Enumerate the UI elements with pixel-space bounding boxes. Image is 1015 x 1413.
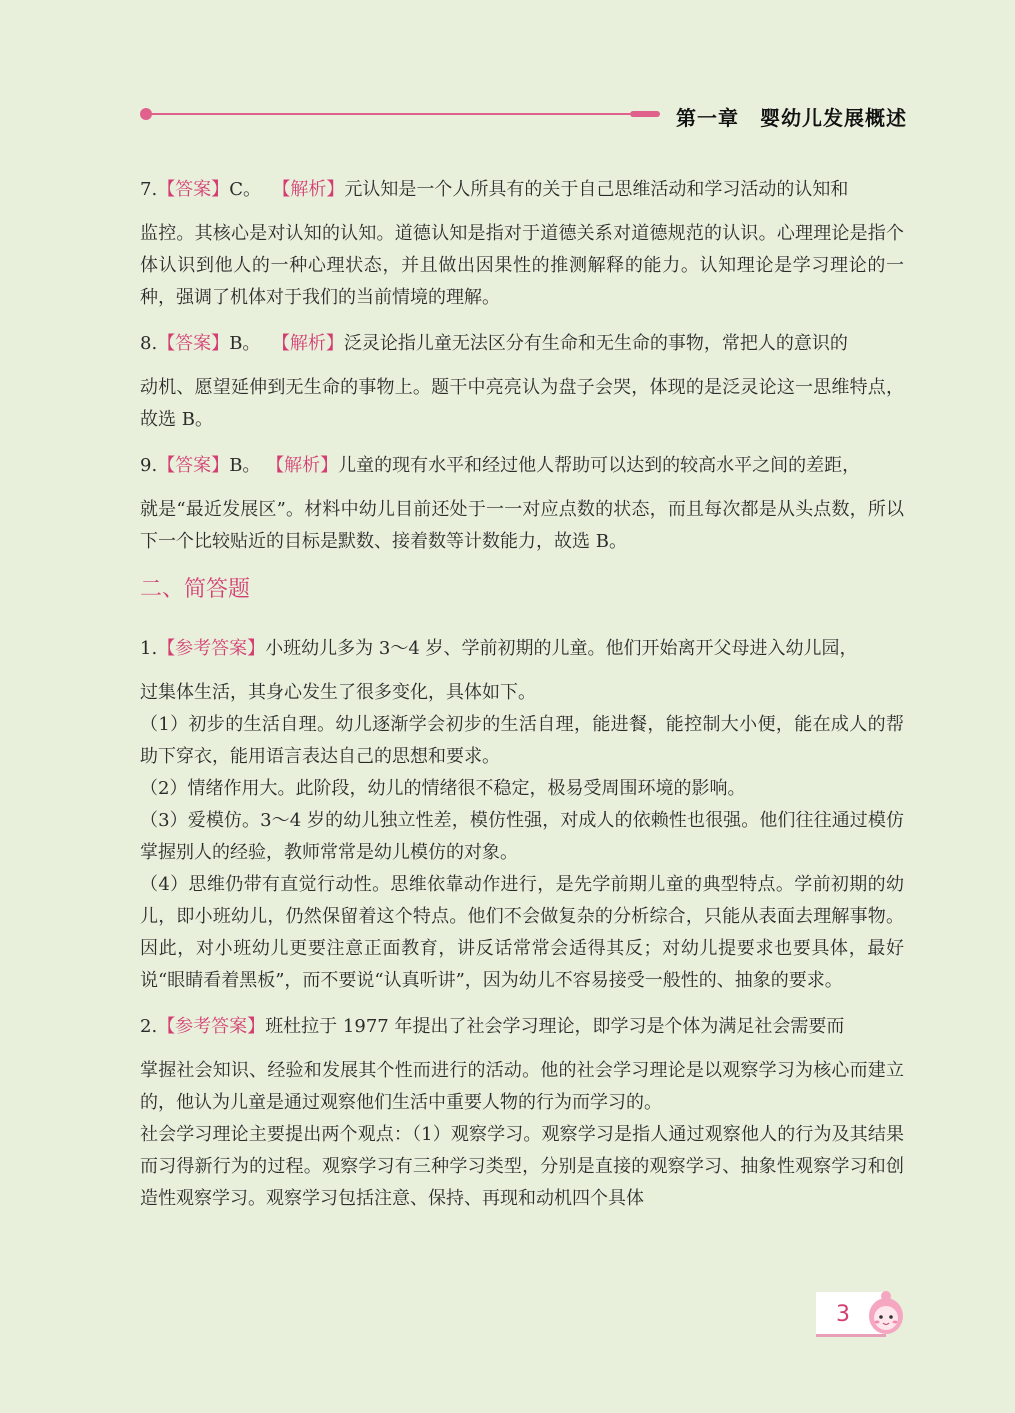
- analysis-first-line: 元认知是一个人所具有的关于自己思维活动和学习活动的认知和: [344, 179, 849, 200]
- answer-point: （2）情绪作用大。此阶段，幼儿的情绪很不稳定，极易受周围环境的影响。: [140, 778, 746, 799]
- answer-item-8: [140, 328, 904, 436]
- answer-value: B。: [229, 455, 261, 476]
- page-header: [0, 0, 1015, 150]
- answer-first-line: [140, 174, 904, 206]
- analysis-text: 动机、愿望延伸到无生命的事物上。题干中亮亮认为盘子会哭，体现的是泛灵论这一思维特点，故选 B。: [140, 377, 904, 430]
- item-number: 7.: [140, 179, 158, 200]
- header-rule: [146, 113, 630, 115]
- analysis-text: 就是“最近发展区”。材料中幼儿目前还处于一一对应点数的状态，而且每次都是从头点数，所以下一个比较贴近的目标是默数、接着数等计数能力，故选 B。: [140, 499, 904, 552]
- header-accent-bar: [630, 111, 660, 117]
- section-title: 二、简答题: [140, 577, 251, 602]
- short-answer-1: [140, 633, 904, 997]
- mascot-icon: [866, 1288, 906, 1336]
- analysis-tag: 【解析】: [272, 179, 345, 200]
- item-number: 8.: [140, 333, 158, 354]
- chapter-title: 第一章 婴幼儿发展概述: [676, 106, 907, 130]
- analysis-tag: 【解析】: [271, 333, 344, 354]
- answer-line: 过集体生活，其身心发生了很多变化，具体如下。: [140, 682, 536, 703]
- answer-first-line: 班杜拉于 1977 年提出了社会学习理论，即学习是个体为满足社会需要而: [265, 1016, 845, 1037]
- analysis-first-line: 儿童的现有水平和经过他人帮助可以达到的较高水平之间的差距，: [338, 455, 861, 476]
- answer-point: （1）初步的生活自理。幼儿逐渐学会初步的生活自理，能进餐，能控制大小便，能在成人的帮助下穿衣，能用语言表达自己的思想和要求。: [140, 714, 904, 767]
- answer-first-line: 小班幼儿多为 3～4 岁、学前初期的儿童。他们开始离开父母进入幼儿园，: [265, 638, 858, 659]
- answer-tag: 【答案】: [157, 455, 230, 476]
- analysis-text: 监控。其核心是对认知的认知。道德认知是指对于道德关系对道德规范的认识。心理理论是指个体认识到他人的一种心理状态，并且做出因果性的推测解释的能力。认知理论是学习理论的一种，强调了机体对于我们的当前情境的理解。: [140, 223, 904, 308]
- answer-first-line: [140, 450, 904, 482]
- item-number: 1.: [140, 638, 158, 659]
- page-number: 3: [836, 1302, 850, 1327]
- answer-first-line: [140, 328, 904, 360]
- answer-tag: 【答案】: [157, 333, 230, 354]
- short-answer-first-line: [140, 633, 904, 665]
- answer-value: B。: [229, 333, 261, 354]
- item-number: 9.: [140, 455, 158, 476]
- item-number: 2.: [140, 1016, 158, 1037]
- answer-line: 掌握社会知识、经验和发展其个性而进行的活动。他的社会学习理论是以观察学习为核心而建立的，他认为儿童是通过观察他们生活中重要人物的行为而学习的。: [140, 1060, 904, 1113]
- analysis-tag: 【解析】: [266, 455, 339, 476]
- answer-point: （3）爱模仿。3～4 岁的幼儿独立性差，模仿性强，对成人的依赖性也很强。他们往往通过模仿掌握别人的经验，教师常常是幼儿模仿的对象。: [140, 810, 904, 863]
- answer-item-9: [140, 450, 904, 558]
- answer-item-7: [140, 174, 904, 314]
- answer-value: C。: [229, 179, 261, 200]
- short-answer-2: [140, 1011, 904, 1215]
- page-content: [140, 174, 904, 1229]
- analysis-first-line: 泛灵论指儿童无法区分有生命和无生命的事物，常把人的意识的: [343, 333, 848, 354]
- answer-point: （4）思维仍带有直觉行动性。思维依靠动作进行，是先学前期儿童的典型特点。学前初期的幼儿，即小班幼儿，仍然保留着这个特点。他们不会做复杂的分析综合，只能从表面去理解事物。因此，对小班幼儿更要注意正面教育，讲反话常常会适得其反；对幼儿提要求也要具体，最好说“眼睛看着黑板”，而不要说“认真听讲”，因为幼儿不容易接受一般性的、抽象的要求。: [140, 874, 904, 991]
- reference-answer-tag: 【参考答案】: [157, 1016, 266, 1037]
- answer-tag: 【答案】: [157, 179, 230, 200]
- short-answer-first-line: [140, 1011, 904, 1043]
- reference-answer-tag: 【参考答案】: [157, 638, 266, 659]
- answer-line: 社会学习理论主要提出两个观点：（1）观察学习。观察学习是指人通过观察他人的行为及其结果而习得新行为的过程。观察学习有三种学习类型，分别是直接的观察学习、抽象性观察学习和创造性观察学习。观察学习包括注意、保持、再现和动机四个具体: [140, 1124, 904, 1209]
